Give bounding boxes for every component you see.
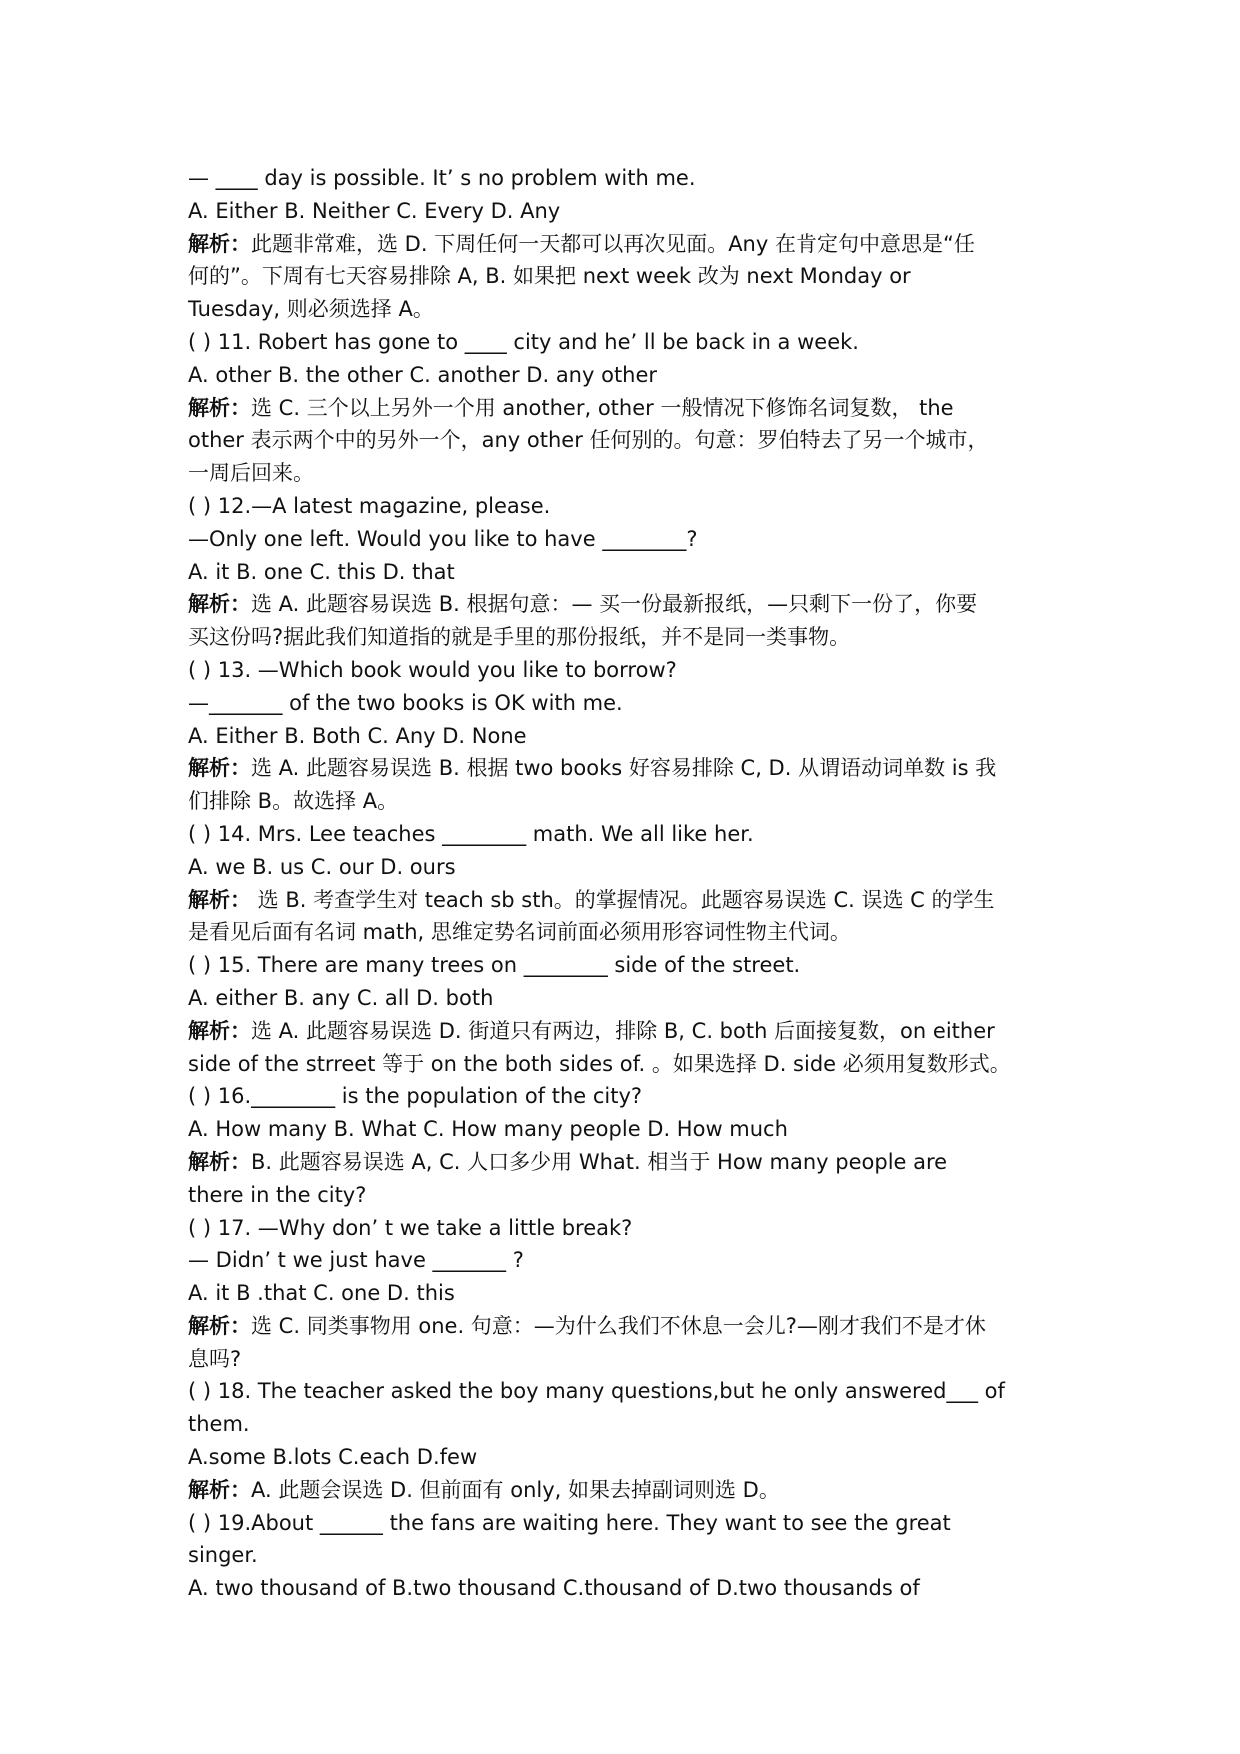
text-line: 是看见后面有名词 math, 思维定势名词前面必须用形容词性物主代词。	[188, 920, 851, 945]
analysis-label: 解析：	[188, 756, 251, 781]
analysis-label: 解析：	[188, 1477, 251, 1502]
analysis-label: 解析：	[188, 1149, 251, 1174]
answer-options: A. How many B. What C. How many people D. How much	[188, 1117, 788, 1142]
answer-options: A. either B. any C. all D. both	[188, 985, 494, 1010]
analysis-line	[188, 752, 1068, 785]
analysis-text: A. 此题会误选 D. 但前面有 only, 如果去掉副词则选 D。	[251, 1477, 780, 1502]
answer-options: A. Either B. Both C. Any D. None	[188, 723, 527, 748]
analysis-line	[188, 392, 1068, 425]
question-line: ( ) 16.________ is the population of the city?	[188, 1084, 643, 1109]
text-line: there in the city?	[188, 1182, 367, 1207]
text-line: singer.	[188, 1543, 258, 1568]
analysis-text: 选 C. 三个以上另外一个用 another, other 一般情况下修饰名词复数， the	[251, 395, 954, 420]
question-line: ( ) 17. —Why don’ t we take a little break?	[188, 1215, 633, 1240]
text-line: side of the strreet 等于 on the both sides of. 。如果选择 D. side 必须用复数形式。	[188, 1051, 1011, 1076]
question-line: ( ) 14. Mrs. Lee teaches ________ math. We all like her.	[188, 821, 754, 846]
answer-options: A. it B .that C. one D. this	[188, 1281, 455, 1306]
analysis-line	[188, 588, 1068, 621]
text-line: —_______ of the two books is OK with me.	[188, 690, 623, 715]
analysis-text: 选 A. 此题容易误选 D. 街道只有两边，排除 B, C. both 后面接复数，on either	[251, 1018, 995, 1043]
analysis-text: 此题非常难，选 D. 下周任何一天都可以再次见面。Any 在肯定句中意思是“任	[251, 231, 975, 256]
text-line: 们排除 B。故选择 A。	[188, 789, 399, 814]
text-line: 息吗?	[188, 1346, 242, 1371]
analysis-label: 解析：	[188, 231, 251, 256]
answer-options: A. it B. one C. this D. that	[188, 559, 455, 584]
answer-options: A. we B. us C. our D. ours	[188, 854, 456, 879]
analysis-label: 解析：	[188, 592, 251, 617]
text-line: other 表示两个中的另外一个，any other 任何别的。句意：罗伯特去了另一个城市，	[188, 428, 989, 453]
question-line: ( ) 19.About ______ the fans are waiting here. They want to see the great	[188, 1510, 951, 1535]
text-line: — Didn’ t we just have _______ ?	[188, 1248, 524, 1273]
answer-options: A.some B.lots C.each D.few	[188, 1445, 478, 1470]
answer-options: A. other B. the other C. another D. any other	[188, 362, 658, 387]
analysis-text: 选 A. 此题容易误选 B. 根据 two books 好容易排除 C, D. 从谓语动词单数 is 我	[251, 756, 997, 781]
analysis-label: 解析：	[188, 1018, 251, 1043]
question-line: ( ) 15. There are many trees on ________ side of the street.	[188, 953, 801, 978]
analysis-text: 选 B. 考查学生对 teach sb sth。的掌握情况。此题容易误选 C. 误选 C 的学生	[251, 887, 995, 912]
analysis-label: 解析：	[188, 395, 251, 420]
text-line: 一周后回来。	[188, 461, 314, 486]
answer-options: A. Either B. Neither C. Every D. Any	[188, 198, 561, 223]
analysis-label: 解析：	[188, 887, 251, 912]
question-line: ( ) 13. —Which book would you like to borrow?	[188, 657, 677, 682]
question-line: ( ) 12.—A latest magazine, please.	[188, 493, 551, 518]
text-line: 买这份吗?据此我们知道指的就是手里的那份报纸，并不是同一类事物。	[188, 625, 851, 650]
text-line: 何的”。下周有七天容易排除 A, B. 如果把 next week 改为 next Monday or	[188, 264, 911, 289]
question-line: ( ) 18. The teacher asked the boy many questions,but he only answered___ of	[188, 1379, 1005, 1404]
analysis-line	[188, 1146, 1068, 1179]
analysis-text: B. 此题容易误选 A, C. 人口多少用 What. 相当于 How many people are	[251, 1149, 948, 1174]
analysis-line	[188, 1474, 1068, 1507]
analysis-label: 解析：	[188, 1313, 251, 1338]
text-line: — ____ day is possible. It’ s no problem with me.	[188, 166, 696, 190]
text-line: Tuesday, 则必须选择 A。	[188, 297, 434, 322]
document-page	[188, 162, 1068, 1605]
analysis-text: 选 A. 此题容易误选 B. 根据句意：— 买一份最新报纸，—只剩下一份了，你要	[251, 592, 978, 617]
answer-options: A. two thousand of B.two thousand C.thousand of D.two thousands of	[188, 1576, 920, 1601]
analysis-line	[188, 1015, 1068, 1048]
analysis-line	[188, 228, 1068, 261]
analysis-line	[188, 884, 1068, 917]
question-line: ( ) 11. Robert has gone to ____ city and he’ ll be back in a week.	[188, 329, 859, 354]
text-line: —Only one left. Would you like to have ________?	[188, 526, 698, 551]
analysis-text: 选 C. 同类事物用 one. 句意：—为什么我们不休息一会儿?—刚才我们不是才休	[251, 1313, 986, 1338]
analysis-line	[188, 1310, 1068, 1343]
text-line: them.	[188, 1412, 250, 1437]
